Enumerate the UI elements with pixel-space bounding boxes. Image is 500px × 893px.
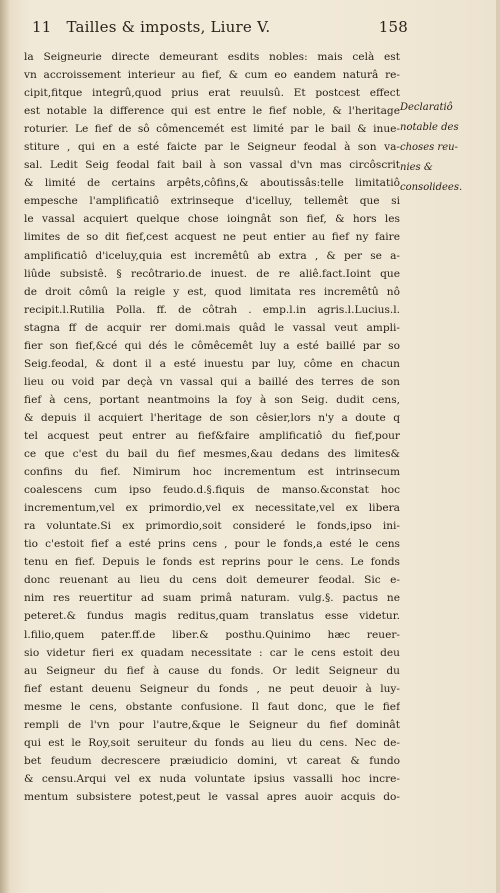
text-line: amplificatiô d'iceluy,quia est incremêtû ab extra , & per se a- bbox=[24, 249, 400, 262]
running-header bbox=[32, 12, 408, 42]
page-number: 11 bbox=[32, 18, 52, 36]
text-line: tio c'estoit fief a esté prins cens , pour le fonds,a esté le cens bbox=[24, 538, 400, 551]
text-line: sal. Ledit Seig feodal fait bail à son vassal d'vn mas circôscrit bbox=[24, 159, 400, 172]
text-line: recipit.l.Rutilia Polla. ff. de côtrah . emp.l.in agris.l.Lucius.l. bbox=[24, 303, 400, 316]
text-line: Seig.feodal, & dont il a esté inuestu par luy, côme en chacun bbox=[24, 357, 400, 370]
marginal-note bbox=[400, 98, 495, 198]
text-line: tel acquest peut entrer au fief&faire amplificatiô du fief,pour bbox=[24, 429, 400, 442]
text-line: tenu en fief. Depuis le fonds est reprins pour le cens. Le fonds bbox=[24, 556, 400, 569]
margin-note-line: choses reu- bbox=[400, 142, 458, 153]
text-line: cipit,fitque integrû,quod prius erat reuulsû. Et postcest effect bbox=[24, 87, 400, 100]
text-line: sio videtur fieri ex quadam necessitate : car le cens estoit deu bbox=[24, 646, 400, 659]
text-line: est notable la difference qui est entre le fief noble, & l'heritage bbox=[24, 105, 400, 118]
text-line: qui est le Roy,soit seruiteur du fonds au lieu du cens. Nec de- bbox=[24, 736, 400, 749]
text-line: & limité de certains arpêts,côfins,& aboutissâs:telle limitatiô bbox=[24, 177, 400, 190]
text-line: stagna ff de acquir rer domi.mais quâd le vassal veut ampli- bbox=[24, 321, 400, 334]
text-line: ce que c'est du bail du fief mesmes,&au dedans des limites& bbox=[24, 448, 400, 461]
text-line: la Seigneurie directe demeurant esdits nobles: mais celà est bbox=[24, 51, 400, 63]
body-text bbox=[24, 48, 400, 806]
margin-note-line: consolidees. bbox=[400, 182, 463, 193]
text-line: donc reuenant au lieu du cens doit demeurer feodal. Sic e- bbox=[24, 574, 400, 587]
text-line: l.filio,quem pater.ff.de liber.& posthu.Quinimo hæc reuer- bbox=[24, 628, 400, 641]
text-line: fier son fief,&cé qui dés le cômêcemêt luy a esté baillé par so bbox=[24, 339, 400, 352]
text-line: vn accroissement interieur au fief, & cum eo eandem naturâ re- bbox=[24, 69, 400, 82]
header-left bbox=[32, 18, 270, 36]
text-line: ra voluntate.Si ex primordio,soit consideré le fonds,ipso ini- bbox=[24, 520, 400, 533]
text-line: coalescens cum ipso feudo.d.§.fiquis de manso.&constat hoc bbox=[24, 484, 400, 497]
signature-mark: 158 bbox=[378, 18, 408, 36]
text-line: nim res reuertitur ad suam primâ naturam. vulg.§. pactus ne bbox=[24, 592, 400, 605]
text-line: & depuis il acquiert l'heritage de son cêsier,lors n'y a doute q bbox=[24, 411, 400, 424]
running-title: Tailles & imposts, Liure V. bbox=[66, 18, 271, 36]
text-line: au Seigneur du fief à cause du fonds. Or ledit Seigneur du bbox=[24, 664, 400, 677]
text-line: de droit cômû la reigle y est, quod limitata res incremêtû nô bbox=[24, 285, 400, 298]
text-line: fief estant deuenu Seigneur du fonds , ne peut deuoir à luy- bbox=[24, 682, 400, 695]
page-gutter bbox=[0, 0, 10, 893]
text-line: & censu.Arqui vel ex nuda voluntate ipsius vassalli hoc incre- bbox=[24, 772, 400, 785]
margin-note-line: notable des bbox=[400, 122, 459, 133]
text-line: confins du fief. Nimirum hoc incrementum est intrinsecum bbox=[24, 466, 400, 479]
text-line: roturier. Le fief de sô cômencemét est limité par le bail & inue- bbox=[24, 123, 400, 136]
page-edge bbox=[496, 0, 500, 893]
text-line: peteret.& fundus magis reditus,quam translatus esse videtur. bbox=[24, 610, 400, 623]
text-line: lieu ou void par deçà vn vassal qui a baillé des terres de son bbox=[24, 375, 400, 388]
text-line: stiture , qui en a esté faicte par le Seigneur feodal à son va- bbox=[24, 141, 400, 154]
text-line: liûde subsistê. § recôtrario.de inuest. de re aliê.fact.Ioint que bbox=[24, 267, 400, 280]
text-line: le vassal acquiert quelque chose ioingnât son fief, & hors les bbox=[24, 213, 400, 226]
text-line: mesme le cens, obstante confusione. Il faut donc, que le fief bbox=[24, 700, 400, 713]
text-line: limites de so dit fief,cest acquest ne peut entier au fief ny faire bbox=[24, 231, 400, 244]
text-line: incrementum,vel ex primordio,vel ex necessitate,vel ex libera bbox=[24, 502, 400, 515]
margin-note-line: Declaratiô bbox=[400, 102, 453, 113]
text-line: empesche l'amplificatiô extrinseque d'icelluy, tellemêt que si bbox=[24, 195, 400, 208]
text-line: mentum subsistere potest,peut le vassal apres auoir acquis do- bbox=[24, 790, 400, 803]
margin-note-line: nies & bbox=[400, 162, 433, 173]
text-line: rempli de l'vn pour l'autre,&que le Seigneur du fief dominât bbox=[24, 718, 400, 731]
text-line: fief à cens, portant neantmoins la foy à son Seig. dudit cens, bbox=[24, 393, 400, 406]
text-line: bet feudum decrescere præiudicio domini, vt careat & fundo bbox=[24, 754, 400, 767]
